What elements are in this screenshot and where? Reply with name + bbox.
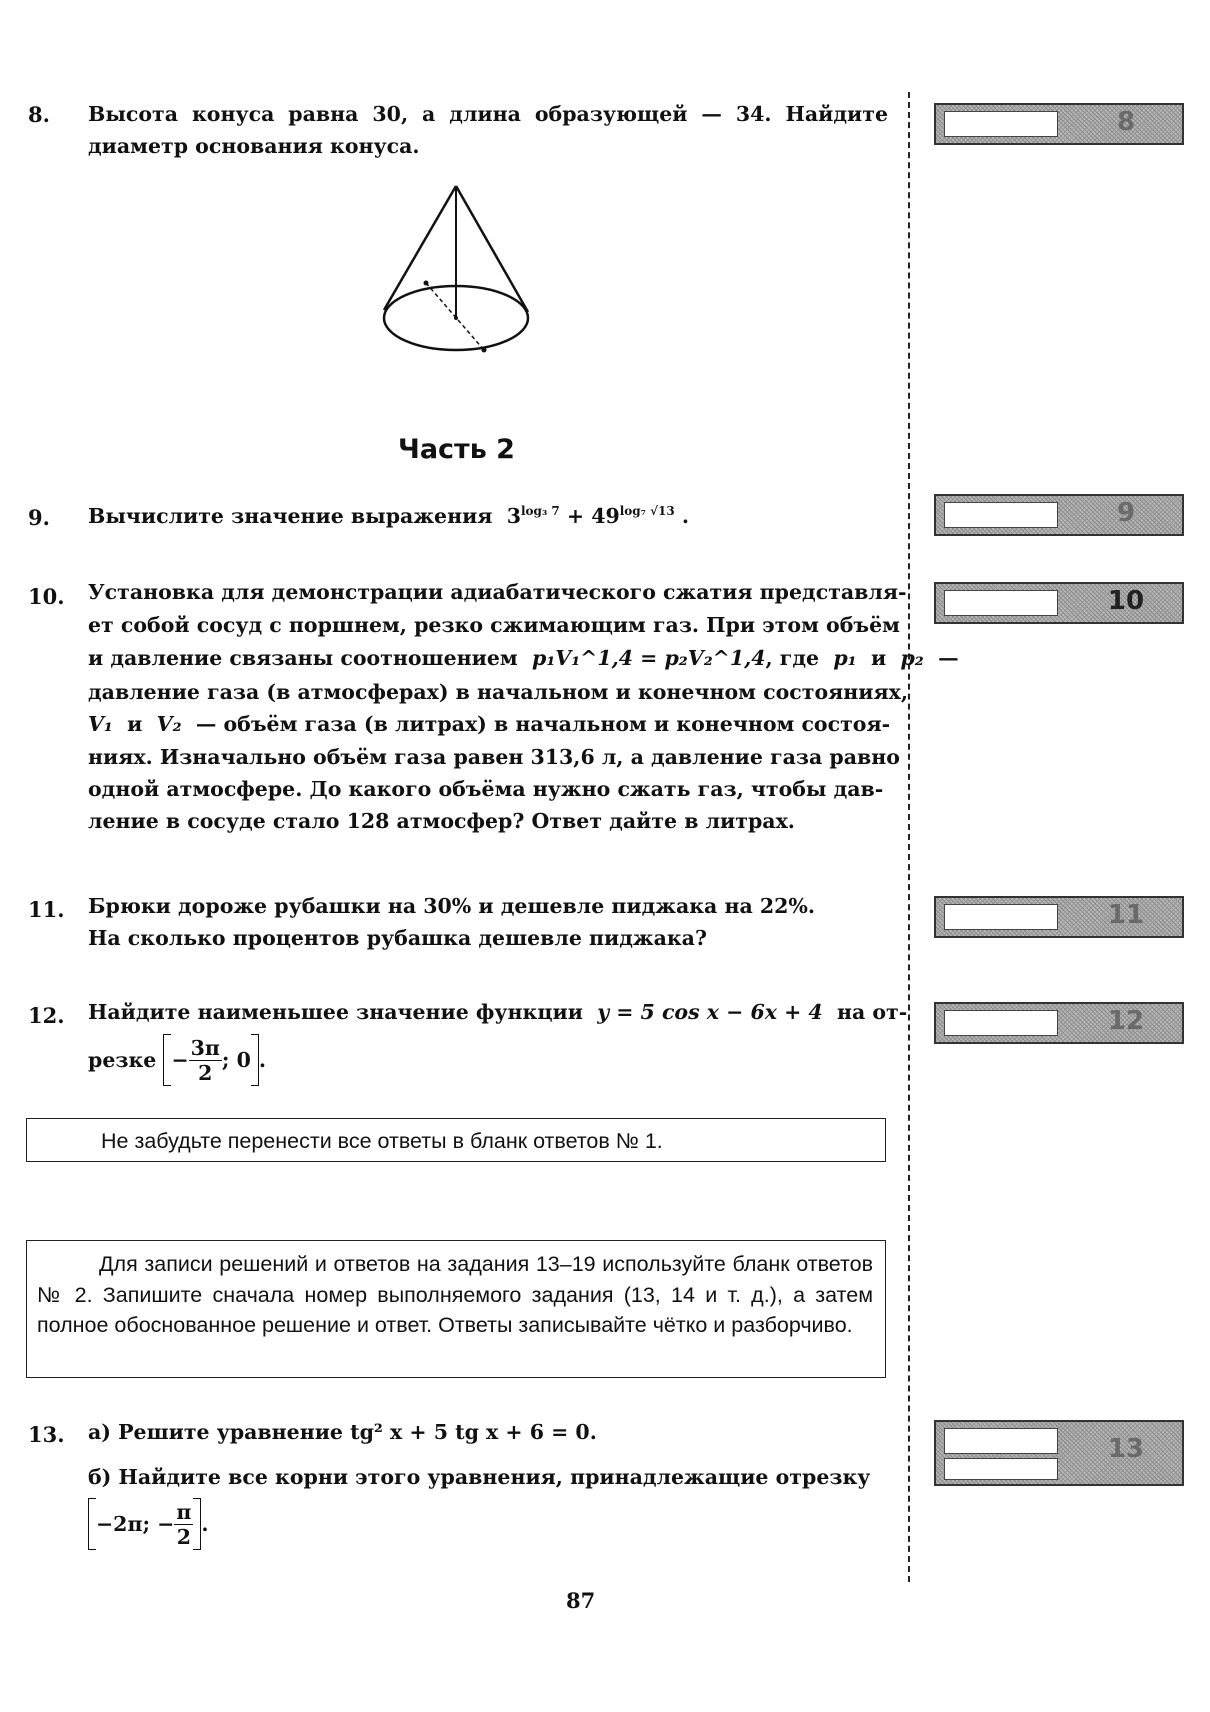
answer-box-label-13: 13 xyxy=(1107,1434,1145,1464)
note-transfer-answers xyxy=(26,1118,886,1162)
problem-13-number: 13. xyxy=(28,1422,65,1447)
bracket-left-13 xyxy=(88,1498,96,1550)
problem-12-line-1: Найдите наименьшее значение функции y = 5 cos x − 6x + 4 на от- xyxy=(88,1000,908,1024)
cone-center xyxy=(454,316,458,320)
cone-point-2 xyxy=(482,348,487,353)
answer-field-9[interactable] xyxy=(944,502,1058,528)
problem-10-line-2: ет собой сосуд с поршнем, резко сжимающим газ. При этом объём xyxy=(88,613,900,637)
answer-box-label-10: 10 xyxy=(1107,586,1145,616)
answer-field-11[interactable] xyxy=(944,904,1058,930)
problem-10-formula: p₁V₁^1,4 = p₂V₂^1,4 xyxy=(531,646,766,670)
cone-figure xyxy=(378,180,538,360)
problem-10-line-1: Установка для демонстрации адиабатического сжатия представля- xyxy=(88,580,907,604)
problem-10-line-5: V₁ и V₂ — объём газа (в литрах) в начальном и конечном состоя- xyxy=(88,712,891,736)
answer-field-10[interactable] xyxy=(944,590,1058,616)
part-2-heading: Часть 2 xyxy=(398,434,515,465)
note-solutions-text: Для записи решений и ответов на задания 13–19 используйте бланк ответов № 2. Запишите сначала номер выполняемого задания (13, 14 и т. д.), а затем полное обоснованное решение и ответ. Ответы записывайте чётко и разборчиво. xyxy=(37,1252,873,1337)
answer-box-12[interactable] xyxy=(934,1002,1184,1044)
answer-box-label-12: 12 xyxy=(1107,1006,1145,1036)
cone-generatrix-right xyxy=(456,186,528,312)
problem-10-line-7: одной атмосфере. До какого объёма нужно сжать газ, чтобы дав- xyxy=(88,777,884,801)
note-solutions xyxy=(26,1240,886,1378)
problem-12-number: 12. xyxy=(28,1003,65,1028)
answer-box-8[interactable] xyxy=(934,103,1184,145)
cone-point-1 xyxy=(424,281,429,286)
problem-13-part-b: б) Найдите все корни этого уравнения, принадлежащие отрезку xyxy=(88,1465,871,1489)
problem-9-expression: $3^{log_3 7} + 49^{log_7 √13}$ xyxy=(506,504,675,528)
answer-field-8[interactable] xyxy=(944,111,1058,137)
answer-field-13a[interactable] xyxy=(944,1428,1058,1454)
answer-box-label-9: 9 xyxy=(1116,498,1136,528)
answer-field-13b[interactable] xyxy=(944,1458,1058,1480)
problem-9-number: 9. xyxy=(28,505,50,530)
bracket-right xyxy=(251,1034,259,1086)
fraction-3pi-2: $\frac{3\pi}{2}$ xyxy=(190,1035,220,1085)
cut-line xyxy=(908,92,910,1582)
problem-12-line-2: резке − $\frac{3\pi}{2}$ ; 0 . xyxy=(88,1035,267,1085)
problem-11-line-1: Брюки дороже рубашки на 30% и дешевле пиджака на 22%. xyxy=(88,894,816,918)
problem-8-number: 8. xyxy=(28,102,50,127)
answer-box-9[interactable] xyxy=(934,494,1184,536)
fraction-pi-2: $\frac{\pi}{2}$ xyxy=(176,1499,192,1549)
answer-box-10[interactable] xyxy=(934,582,1184,624)
problem-10-line-8: ление в сосуде стало 128 атмосфер? Ответ дайте в литрах. xyxy=(88,809,795,833)
problem-9-label: Вычислите значение выражения xyxy=(88,504,493,528)
problem-10-number: 10. xyxy=(28,584,65,609)
answer-field-12[interactable] xyxy=(944,1010,1058,1036)
answer-box-11[interactable] xyxy=(934,896,1184,938)
problem-11-line-2: На сколько процентов рубашка дешевле пиджака? xyxy=(88,926,707,950)
problem-10-line-6: ниях. Изначально объём газа равен 313,6 л, а давление газа равно xyxy=(88,745,900,769)
problem-11-number: 11. xyxy=(28,897,65,922)
answer-box-13[interactable] xyxy=(934,1420,1184,1486)
problem-13-part-a: а) Решите уравнение tg² x + 5 tg x + 6 = 0. xyxy=(88,1420,597,1444)
problem-13-interval: −2π; − $\frac{\pi}{2}$ . xyxy=(88,1498,208,1550)
page-number: 87 xyxy=(566,1588,596,1613)
problem-8-text: Высота конуса равна 30, а длина образующей — 34. Найдите диаметр основания конуса. xyxy=(88,102,888,158)
problem-10-line-4: давление газа (в атмосферах) в начальном и конечном состояниях, xyxy=(88,680,908,704)
problem-10-line-3: и давление связаны соотношением p₁V₁^1,4 = p₂V₂^1,4, где p₁ и p₂ — xyxy=(88,646,959,670)
answer-box-label-11: 11 xyxy=(1107,900,1145,930)
note-transfer-answers-text: Не забудьте перенести все ответы в бланк ответов № 1. xyxy=(101,1129,663,1153)
answer-box-label-8: 8 xyxy=(1116,107,1136,137)
problem-9-text: Вычислите значение выражения $3^{log_3 7} + 49^{log_7 √13}$ . xyxy=(88,504,689,528)
problem-12-function: y = 5 cos x − 6x + 4 xyxy=(597,1000,823,1024)
